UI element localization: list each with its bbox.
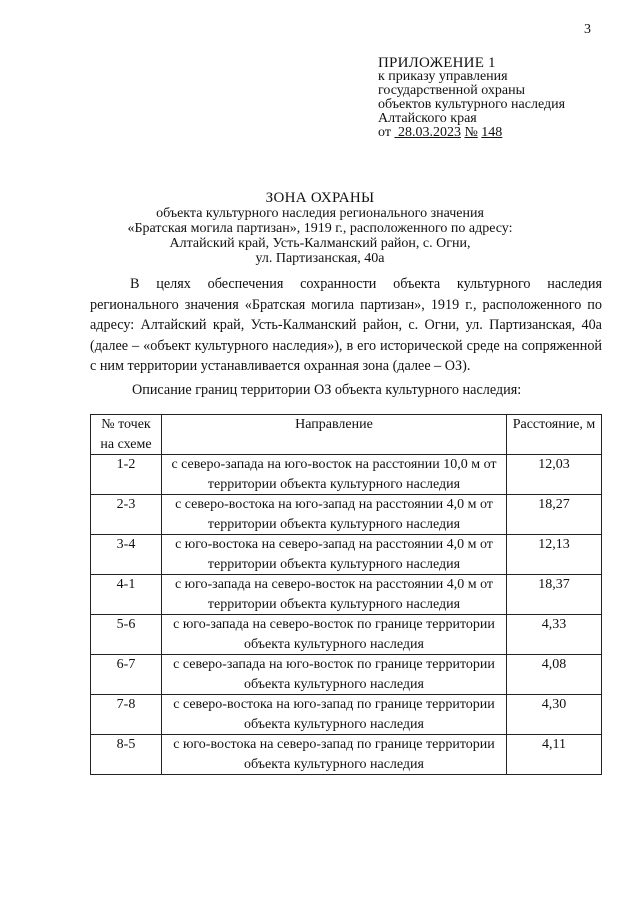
page-number: 3	[584, 22, 591, 37]
cell-direction: с юго-востока на северо-запад на расстоянии 4,0 м от территории объекта культурного наследия	[162, 535, 507, 575]
appendix-line: объектов культурного наследия	[378, 97, 566, 112]
table-caption: Описание границ территории ОЗ объекта культурного наследия:	[132, 382, 522, 398]
cell-distance: 18,37	[507, 575, 602, 615]
table-row	[91, 655, 602, 695]
cell-direction: с северо-запада на юго-восток на расстоянии 10,0 м от территории объекта культурного наследия	[162, 455, 507, 495]
table-row	[91, 455, 602, 495]
cell-points: 4-1	[91, 575, 162, 615]
appendix-block	[378, 56, 565, 140]
number-prefix: №	[464, 125, 478, 140]
cell-points: 6-7	[91, 655, 162, 695]
table-row	[91, 695, 602, 735]
title-line: ул. Партизанская, 40а	[255, 251, 385, 266]
cell-direction: с северо-востока на юго-запад по границе территории объекта культурного наследия	[162, 695, 507, 735]
cell-points: 1-2	[91, 455, 162, 495]
table-row	[91, 575, 602, 615]
cell-distance: 12,13	[507, 535, 602, 575]
header-points: № точек на схеме	[91, 415, 162, 455]
document-title	[60, 191, 580, 266]
title-main: ЗОНА ОХРАНЫ	[265, 190, 375, 206]
order-date: 28.03.2023	[397, 125, 461, 140]
appendix-heading: ПРИЛОЖЕНИЕ 1	[378, 55, 496, 71]
title-line: объекта культурного наследия регионального значения	[156, 206, 484, 221]
table-header-row	[91, 415, 602, 455]
table-row	[91, 535, 602, 575]
appendix-line: к приказу управления	[378, 69, 508, 84]
intro-paragraph: В целях обеспечения сохранности объекта культурного наследия регионального значения «Братская могила партизан», 1919 г., расположенного по адресу: Алтайский край, Усть-Калманский район, с. Огни, ул. Партизанская, 40а (далее – «объект культурного наследия»), в его исторической среде на сопряженной с ним территории устанавливается охранная зона (далее – ОЗ).	[90, 276, 602, 374]
order-number: 148	[481, 125, 503, 140]
title-line: «Братская могила партизан», 1919 г., расположенного по адресу:	[127, 221, 513, 236]
cell-points: 8-5	[91, 735, 162, 775]
cell-points: 2-3	[91, 495, 162, 535]
cell-distance: 4,11	[507, 735, 602, 775]
cell-direction: с юго-запада на северо-восток по границе территории объекта культурного наследия	[162, 615, 507, 655]
cell-direction: с северо-запада на юго-восток по границе территории объекта культурного наследия	[162, 655, 507, 695]
header-direction: Направление	[162, 415, 507, 455]
cell-points: 3-4	[91, 535, 162, 575]
cell-distance: 18,27	[507, 495, 602, 535]
cell-distance: 4,08	[507, 655, 602, 695]
cell-distance: 4,30	[507, 695, 602, 735]
table-row	[91, 735, 602, 775]
date-prefix: от	[378, 125, 391, 140]
boundaries-table	[90, 414, 602, 775]
cell-distance: 12,03	[507, 455, 602, 495]
table-row	[91, 495, 602, 535]
cell-direction: с северо-востока на юго-запад на расстоянии 4,0 м от территории объекта культурного наследия	[162, 495, 507, 535]
table-row	[91, 615, 602, 655]
appendix-date-line	[378, 126, 565, 140]
cell-points: 7-8	[91, 695, 162, 735]
cell-points: 5-6	[91, 615, 162, 655]
title-line: Алтайский край, Усть-Калманский район, с. Огни,	[169, 236, 471, 251]
cell-direction: с юго-запада на северо-восток на расстоянии 4,0 м от территории объекта культурного наследия	[162, 575, 507, 615]
appendix-line: государственной охраны	[378, 83, 526, 98]
header-distance: Расстояние, м	[507, 415, 602, 455]
cell-direction: с юго-востока на северо-запад по границе территории объекта культурного наследия	[162, 735, 507, 775]
appendix-line: Алтайского края	[378, 111, 477, 126]
cell-distance: 4,33	[507, 615, 602, 655]
